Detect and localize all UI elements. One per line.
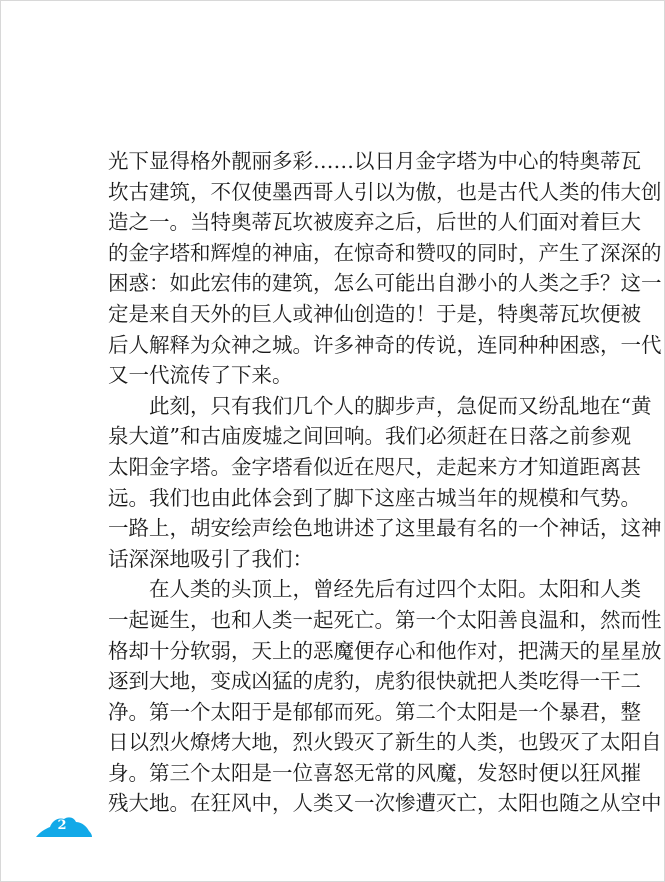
- text-line: 光下显得格外靓丽多彩……以日月金字塔为中心的特奥蒂瓦: [108, 149, 641, 173]
- paragraph: [108, 146, 662, 391]
- page-number: 2: [57, 818, 67, 833]
- text-line: 远。我们也由此体会到了脚下这座古城当年的规模和气势。: [108, 485, 641, 510]
- text-line: 一起诞生，也和人类一起死亡。第一个太阳善良温和，然而性: [108, 607, 662, 632]
- text-line: 日以烈火燎烤大地，烈火毁灭了新生的人类，也毁灭了太阳自: [108, 730, 662, 755]
- body-text: [108, 146, 662, 819]
- text-line: 在人类的头顶上，曾经先后有过四个太阳。太阳和人类: [108, 577, 641, 602]
- text-line: 净。第一个太阳于是郁郁而死。第二个太阳是一个暴君，整: [108, 699, 641, 724]
- text-line: 逐到大地，变成凶猛的虎豹，虎豹很快就把人类吃得一干二: [108, 669, 641, 694]
- text-line: 定是来自天外的巨人或神仙创造的！于是，特奥蒂瓦坎便被: [108, 301, 641, 326]
- text-line: 一路上，胡安绘声绘色地讲述了这里最有名的一个神话，这神: [108, 516, 662, 541]
- text-line: 的金字塔和辉煌的神庙，在惊奇和赞叹的同时，产生了深深的: [108, 240, 662, 265]
- page-number-badge: [36, 815, 92, 837]
- text-line: 造之一。当特奥蒂瓦坎被废弃之后，后世的人们面对着巨大: [108, 210, 641, 235]
- text-line: 泉大道”和古庙废墟之间回响。我们必须赶在日落之前参观: [108, 424, 631, 449]
- text-line: 残大地。在狂风中，人类又一次惨遭灭亡，太阳也随之从空中: [108, 791, 662, 816]
- text-line: 身。第三个太阳是一位喜怒无常的风魔，发怒时便以狂风摧: [108, 760, 641, 785]
- text-line: 坎古建筑，不仅使墨西哥人引以为傲，也是古代人类的伟大创: [108, 179, 662, 204]
- paragraph: [108, 391, 662, 575]
- paragraph: [108, 574, 662, 819]
- text-line: 后人解释为众神之城。许多神奇的传说，连同种种困惑，一代: [108, 332, 662, 357]
- text-line: 话深深地吸引了我们：: [108, 546, 313, 571]
- text-line: 又一代流传了下来。: [108, 363, 293, 388]
- text-line: 此刻，只有我们几个人的脚步声，急促而又纷乱地在“黄: [108, 393, 652, 418]
- text-line: 格却十分软弱，天上的恶魔便存心和他作对，把满天的星星放: [108, 638, 662, 663]
- text-line: 困惑：如此宏伟的建筑，怎么可能出自渺小的人类之手？这一: [108, 271, 662, 296]
- text-line: 太阳金字塔。金字塔看似近在咫尺，走起来方才知道距离甚: [108, 454, 641, 479]
